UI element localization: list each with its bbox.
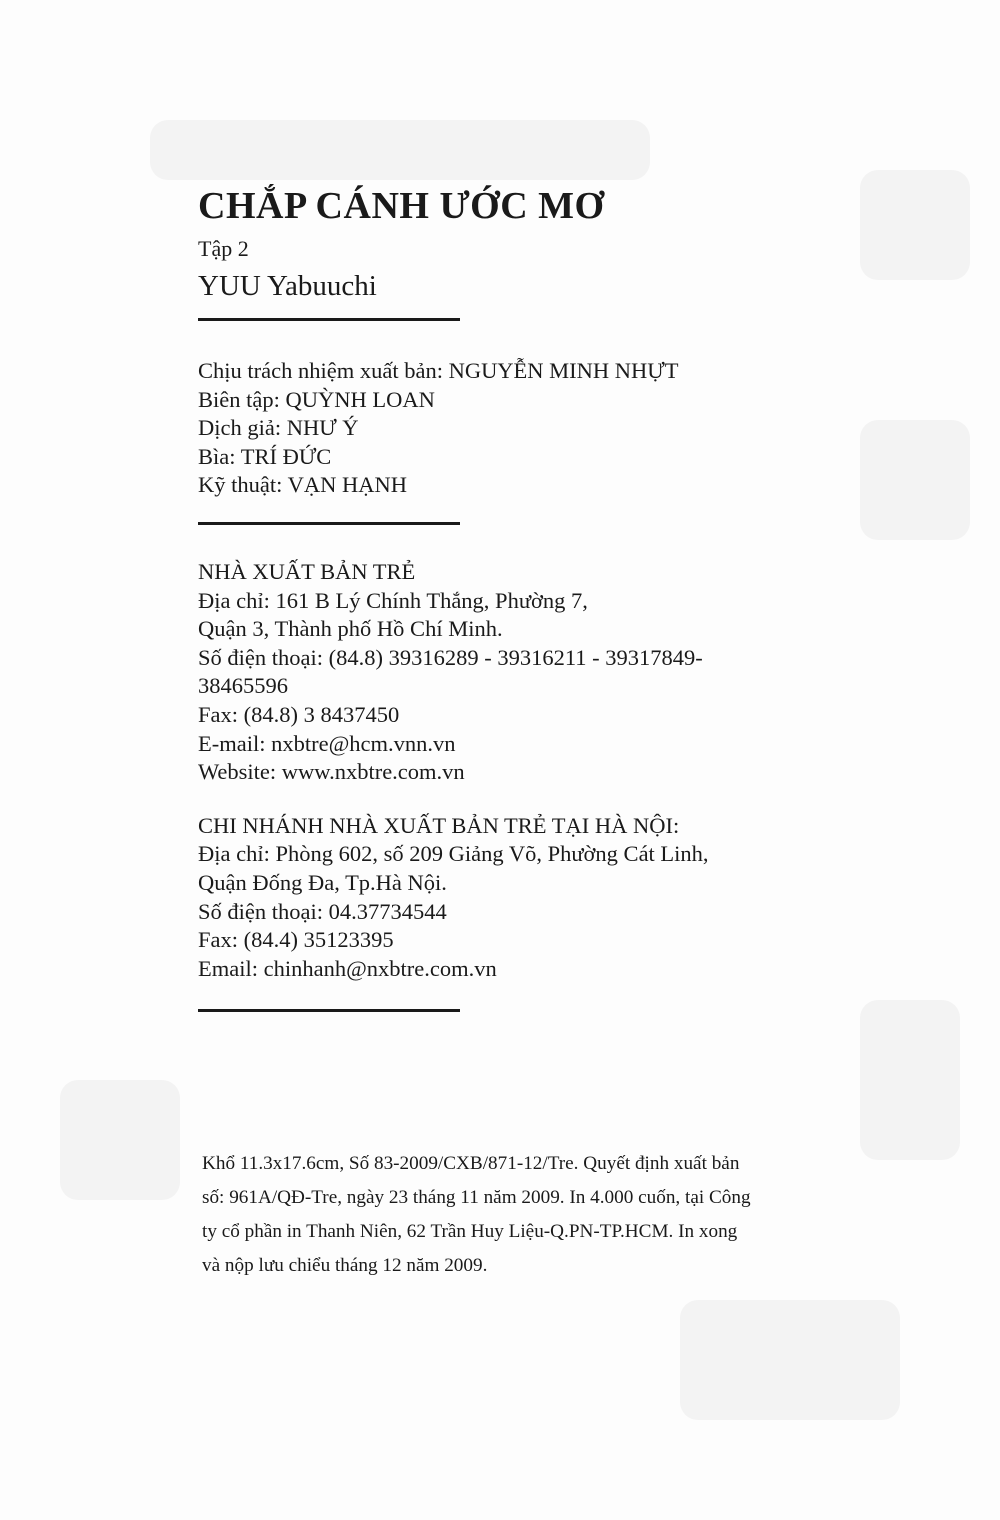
bleed-through-mark <box>860 420 970 540</box>
credit-line: Chịu trách nhiệm xuất bản: NGUYỄN MINH NHỰT <box>198 358 679 383</box>
publisher-phone: Số điện thoại: (84.8) 39316289 - 39316211 - 39317849- <box>198 644 703 670</box>
colophon-line: Khổ 11.3x17.6cm, Số 83-2009/CXB/871-12/Tre. Quyết định xuất bản <box>202 1153 740 1174</box>
credits-block <box>198 357 838 500</box>
author-name: YUU Yabuuchi <box>198 270 377 302</box>
publisher-email: E-mail: nxbtre@hcm.vnn.vn <box>198 730 456 756</box>
colophon-line: và nộp lưu chiểu tháng 12 năm 2009. <box>202 1255 488 1276</box>
book-title: CHẮP CÁNH ƯỚC MƠ <box>198 185 605 227</box>
divider-rule <box>198 318 460 321</box>
publisher-phone: 38465596 <box>198 673 288 699</box>
publisher-address: Địa chỉ: 161 B Lý Chính Thắng, Phường 7, <box>198 587 588 613</box>
bleed-through-mark <box>860 170 970 280</box>
credit-line: Biên tập: QUỲNH LOAN <box>198 386 435 412</box>
branch-name: CHI NHÁNH NHÀ XUẤT BẢN TRẺ TẠI HÀ NỘI: <box>198 812 680 838</box>
bleed-through-mark <box>680 1300 900 1420</box>
publisher-website: Website: www.nxbtre.com.vn <box>198 759 465 785</box>
branch-address: Địa chỉ: Phòng 602, số 209 Giảng Võ, Phường Cát Linh, <box>198 841 709 867</box>
branch-email: Email: chinhanh@nxbtre.com.vn <box>198 955 497 981</box>
bleed-through-mark <box>860 1000 960 1160</box>
colophon-line: số: 961A/QĐ-Tre, ngày 23 tháng 11 năm 2009. In 4.000 cuốn, tại Công <box>202 1187 751 1208</box>
volume-label: Tập 2 <box>198 236 249 261</box>
branch-fax: Fax: (84.4) 35123395 <box>198 927 394 953</box>
bleed-through-mark <box>150 120 650 180</box>
bleed-through-mark <box>60 1080 180 1200</box>
credit-line: Dịch giả: NHƯ Ý <box>198 415 359 441</box>
publisher-fax: Fax: (84.8) 3 8437450 <box>198 701 400 727</box>
credit-line: Bìa: TRÍ ĐỨC <box>198 443 332 469</box>
divider-rule <box>198 1009 460 1012</box>
imprint-content <box>198 178 838 1012</box>
colophon-line: ty cổ phần in Thanh Niên, 62 Trần Huy Liệu-Q.PN-TP.HCM. In xong <box>202 1221 738 1242</box>
credit-line: Kỹ thuật: VẠN HẠNH <box>198 472 407 498</box>
publisher-block <box>198 558 838 787</box>
publisher-address: Quận 3, Thành phố Hồ Chí Minh. <box>198 616 503 642</box>
branch-phone: Số điện thoại: 04.37734544 <box>198 898 447 924</box>
publisher-name: NHÀ XUẤT BẢN TRẺ <box>198 558 416 584</box>
colophon <box>202 1147 842 1283</box>
divider-rule <box>198 522 460 525</box>
branch-address: Quận Đống Đa, Tp.Hà Nội. <box>198 869 447 895</box>
branch-block <box>198 812 838 984</box>
